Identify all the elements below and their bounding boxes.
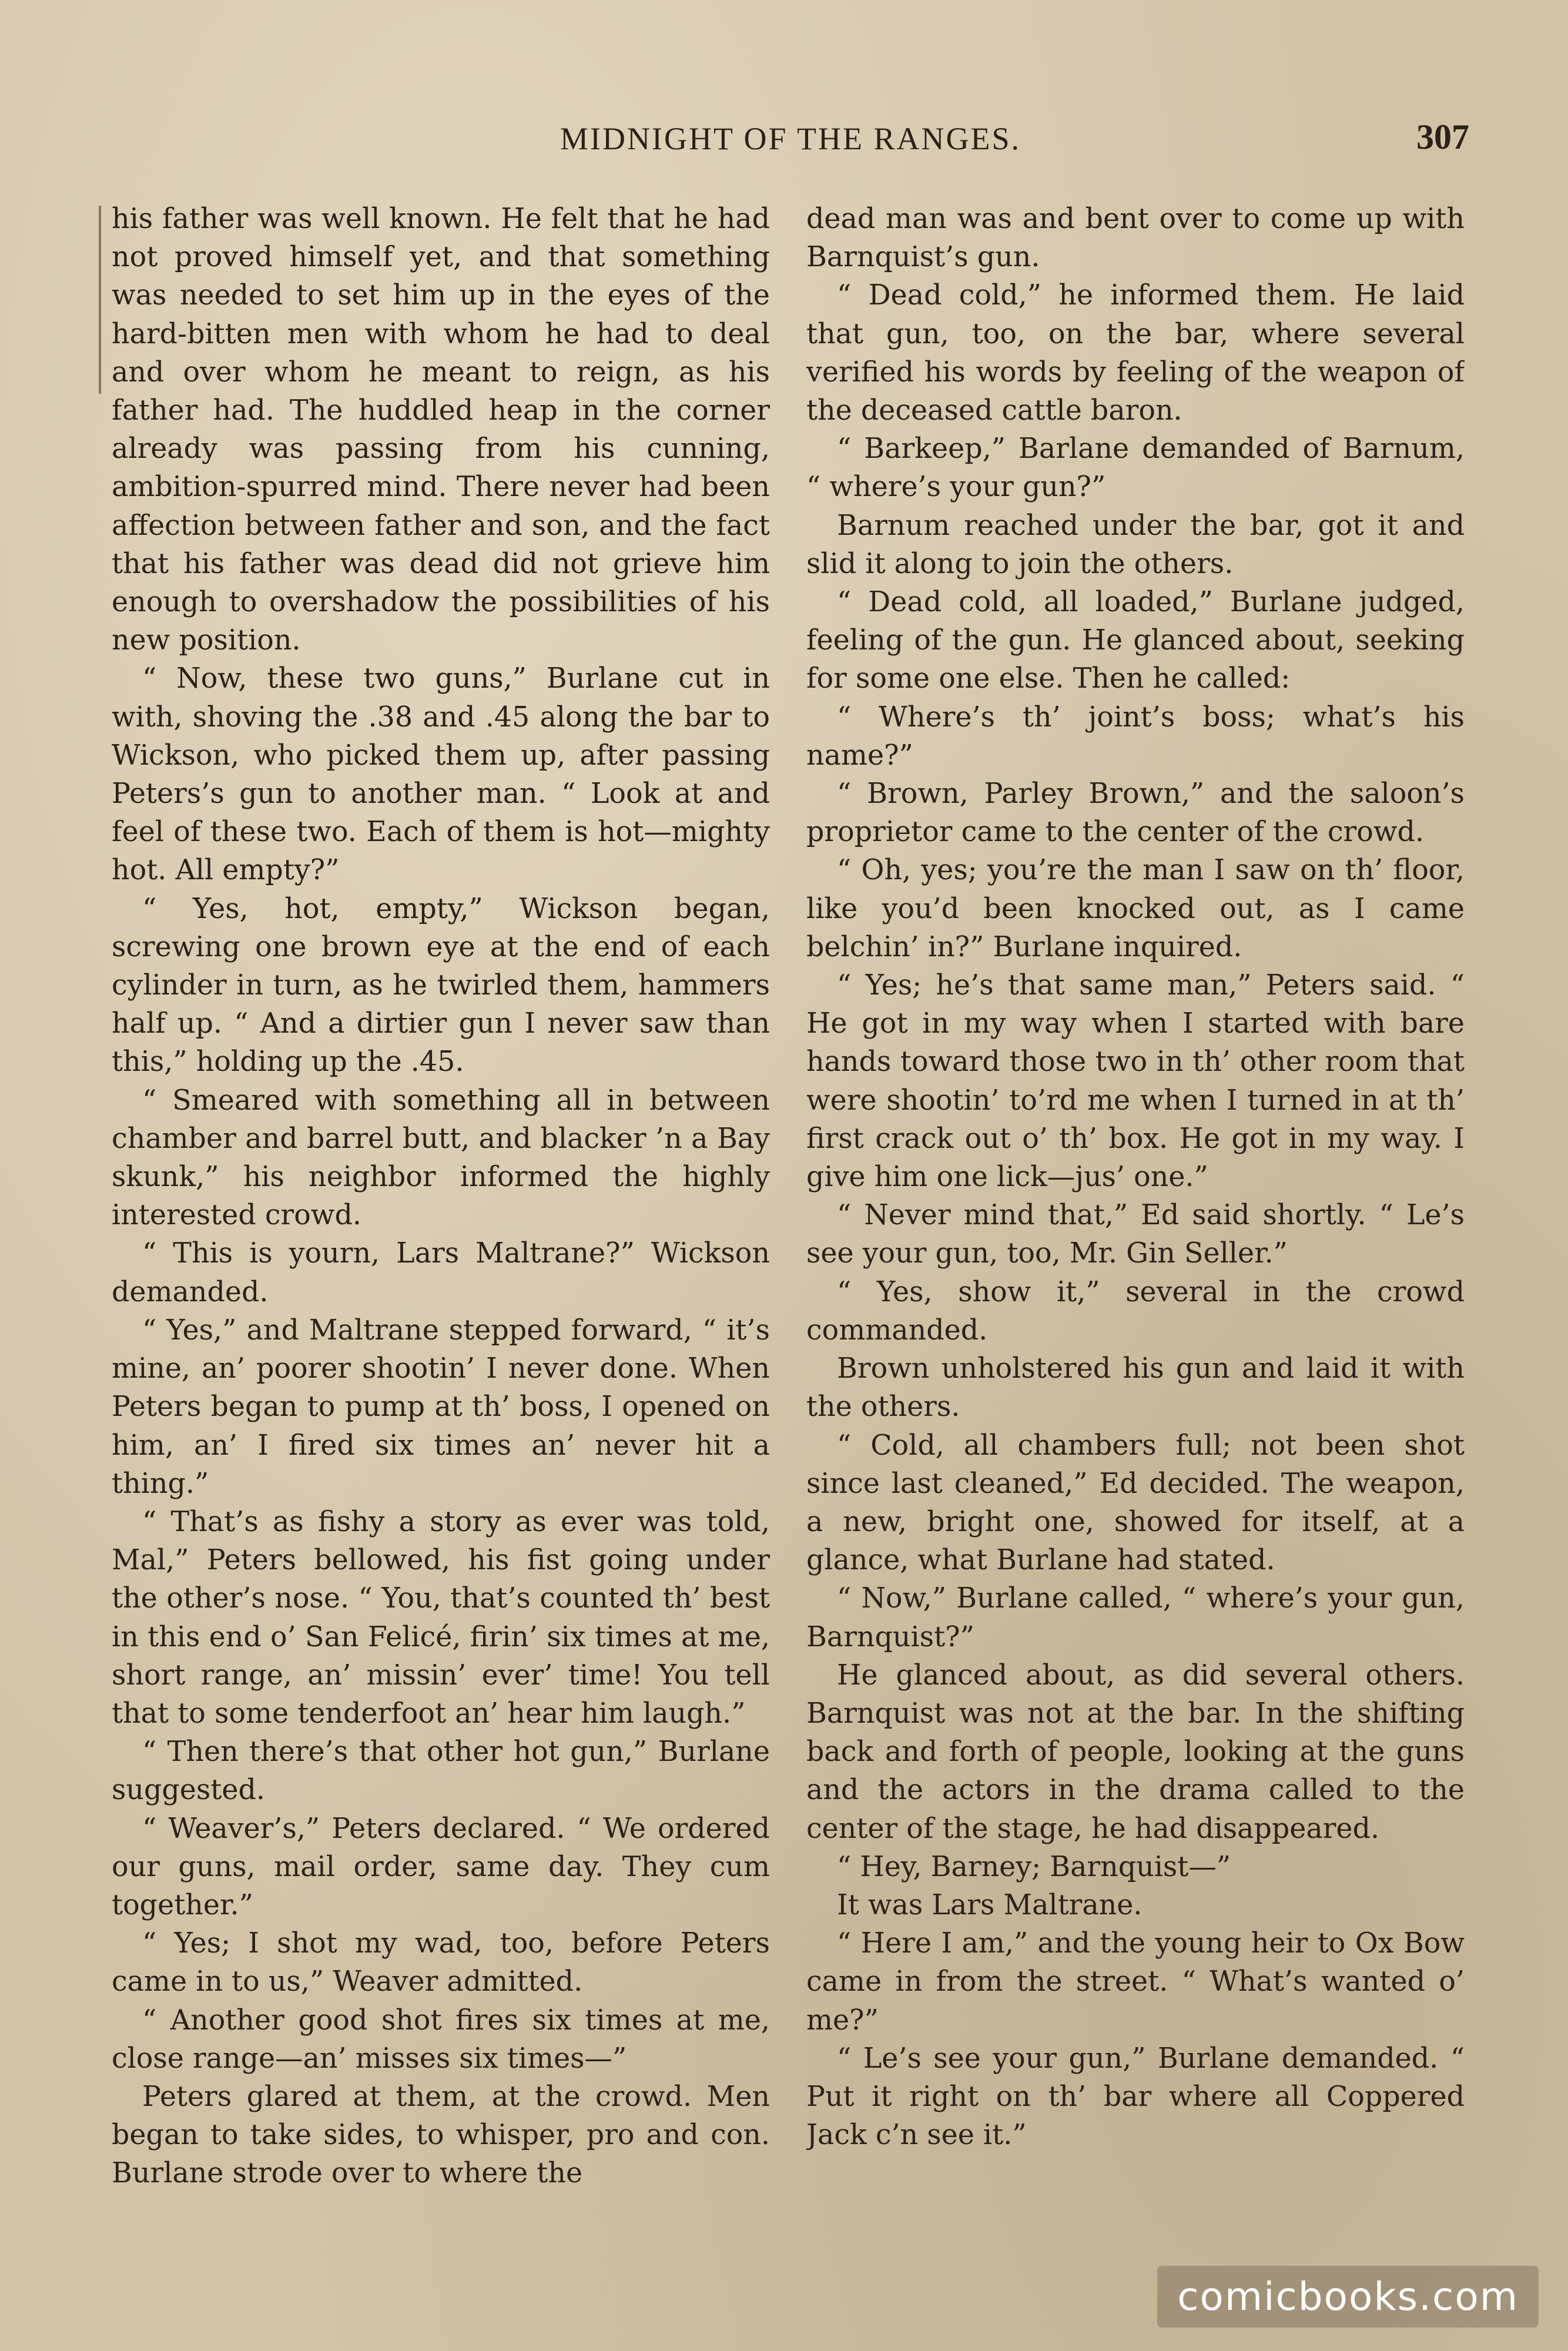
paragraph: dead man was and bent over to come up with Barnquist’s gun. (806, 203, 1465, 274)
running-title: MIDNIGHT OF THE RANGES. (559, 121, 1021, 156)
paragraph: Barnum reached under the bar, got it and slid it along to join the others. (806, 509, 1465, 580)
paragraph: “ Yes; he’s that same man,” Peters said. “ He got in my way when I started with bare hands toward those two in th’ other room that were shootin’ to’rd me when I turned in at th’ first crack out o’ th’ box. He got in my way. I give him one lick—jus’ one.” (806, 969, 1465, 1194)
paragraph: “ Barkeep,” Barlane demanded of Barnum, “ where’s your gun?” (806, 433, 1465, 504)
paragraph: his father was well known. He felt that he had not proved himself yet, and that something was needed to set him up in the eyes of the hard-bitten men with whom he had to deal and over whom he meant to reign, as his father had. The huddled heap in the corner already was passing from his cunning, ambition-spurred mind. There never had been affection between father and son, and the fact that his father was dead did not grieve him enough to overshadow the possibilities of his new position. (112, 203, 770, 657)
paragraph: “ Le’s see your gun,” Burlane demanded. “ Put it right on th’ bar where all Coppered Jack c’n see it.” (806, 2042, 1465, 2152)
paragraph: “ This is yourn, Lars Maltrane?” Wickson demanded. (112, 1237, 770, 1308)
paragraph: Peters glared at them, at the crowd. Men began to take sides, to whisper, pro and con. Burlane strode over to where the (112, 2080, 770, 2190)
margin-mark (99, 206, 101, 394)
paragraph: “ Oh, yes; you’re the man I saw on th’ floor, like you’d been knocked out, as I came belchin’ in?” Burlane inquired. (806, 854, 1465, 963)
paragraph: “ Now, these two guns,” Burlane cut in with, shoving the .38 and .45 along the bar to Wickson, who picked them up, after passing Peters’s gun to another man. “ Look at and feel of these two. Each of them is hot—mighty hot. All empty?” (112, 662, 770, 887)
left-column (112, 200, 770, 2233)
paragraph: It was Lars Maltrane. (837, 1888, 1143, 1921)
paragraph: “ Here I am,” and the young heir to Ox Bow came in from the street. “ What’s wanted o’ me?” (806, 1927, 1465, 2037)
paragraph: He glanced about, as did several others. Barnquist was not at the bar. In the shifting back and forth of people, looking at the guns and the actors in the drama called to the center of the stage, he had disappeared. (806, 1659, 1465, 1845)
paragraph: “ Where’s th’ joint’s boss; what’s his name?” (806, 701, 1465, 772)
paragraph: “ Yes, show it,” several in the crowd commanded. (806, 1275, 1465, 1347)
page-header (112, 120, 1469, 173)
paragraph: “ Weaver’s,” Peters declared. “ We ordered our guns, mail order, same day. They cum together.” (112, 1812, 770, 1921)
paragraph: Brown unholstered his gun and laid it with the others. (806, 1352, 1465, 1424)
paragraph: “ Cold, all chambers full; not been shot since last cleaned,” Ed decided. The weapon, a new, bright one, showed for itself, at a glance, what Burlane had stated. (806, 1429, 1465, 1577)
paragraph: “ Another good shot fires six times at me, close range—an’ misses six times—” (112, 2004, 770, 2075)
paragraph: “ Brown, Parley Brown,” and the saloon’s proprietor came to the center of the crowd. (806, 778, 1465, 849)
paragraph: “ Now,” Burlane called, “ where’s your gun, Barnquist?” (806, 1582, 1465, 1653)
paragraph: “ That’s as fishy a story as ever was told, Mal,” Peters bellowed, his fist going under the other’s nose. “ You, that’s counted th’ best in this end o’ San Felicé, firin’ six times at me, short range, an’ missin’ ever’ time! You tell that to some tenderfoot an’ hear him laugh.” (112, 1505, 770, 1730)
paragraph: “ Smeared with something all in between chamber and barrel butt, and blacker ’n a Bay skunk,” his neighbor informed the highly interested crowd. (112, 1084, 770, 1232)
paragraph: “ Never mind that,” Ed said shortly. “ Le’s see your gun, too, Mr. Gin Seller.” (806, 1199, 1465, 1270)
paragraph: “ Yes; I shot my wad, too, before Peters came in to us,” Weaver admitted. (112, 1927, 770, 1998)
page-number: 307 (1416, 118, 1469, 156)
paragraph: “ Then there’s that other hot gun,” Burlane suggested. (112, 1736, 770, 1807)
paragraph: “ Yes, hot, empty,” Wickson began, screwing one brown eye at the end of each cylinder in turn, as he twirled them, hammers half up. “ And a dirtier gun I never saw than this,” holding up the .45. (112, 892, 770, 1079)
paragraph: “ Hey, Barney; Barnquist—” (837, 1850, 1231, 1883)
paragraph: “ Dead cold, all loaded,” Burlane judged, feeling of the gun. He glanced about, seeking for some one else. Then he called: (806, 586, 1465, 695)
watermark: comicbooks.com (1157, 2266, 1539, 2327)
right-column (806, 200, 1465, 2233)
paragraph: “ Dead cold,” he informed them. He laid that gun, too, on the bar, where several verified his words by feeling of the weapon of the deceased cattle baron. (806, 279, 1465, 427)
paragraph: “ Yes,” and Maltrane stepped forward, “ it’s mine, an’ poorer shootin’ I never done. When Peters began to pump at th’ boss, I opened on him, an’ I fired six times an’ never hit a thing.” (112, 1314, 770, 1500)
